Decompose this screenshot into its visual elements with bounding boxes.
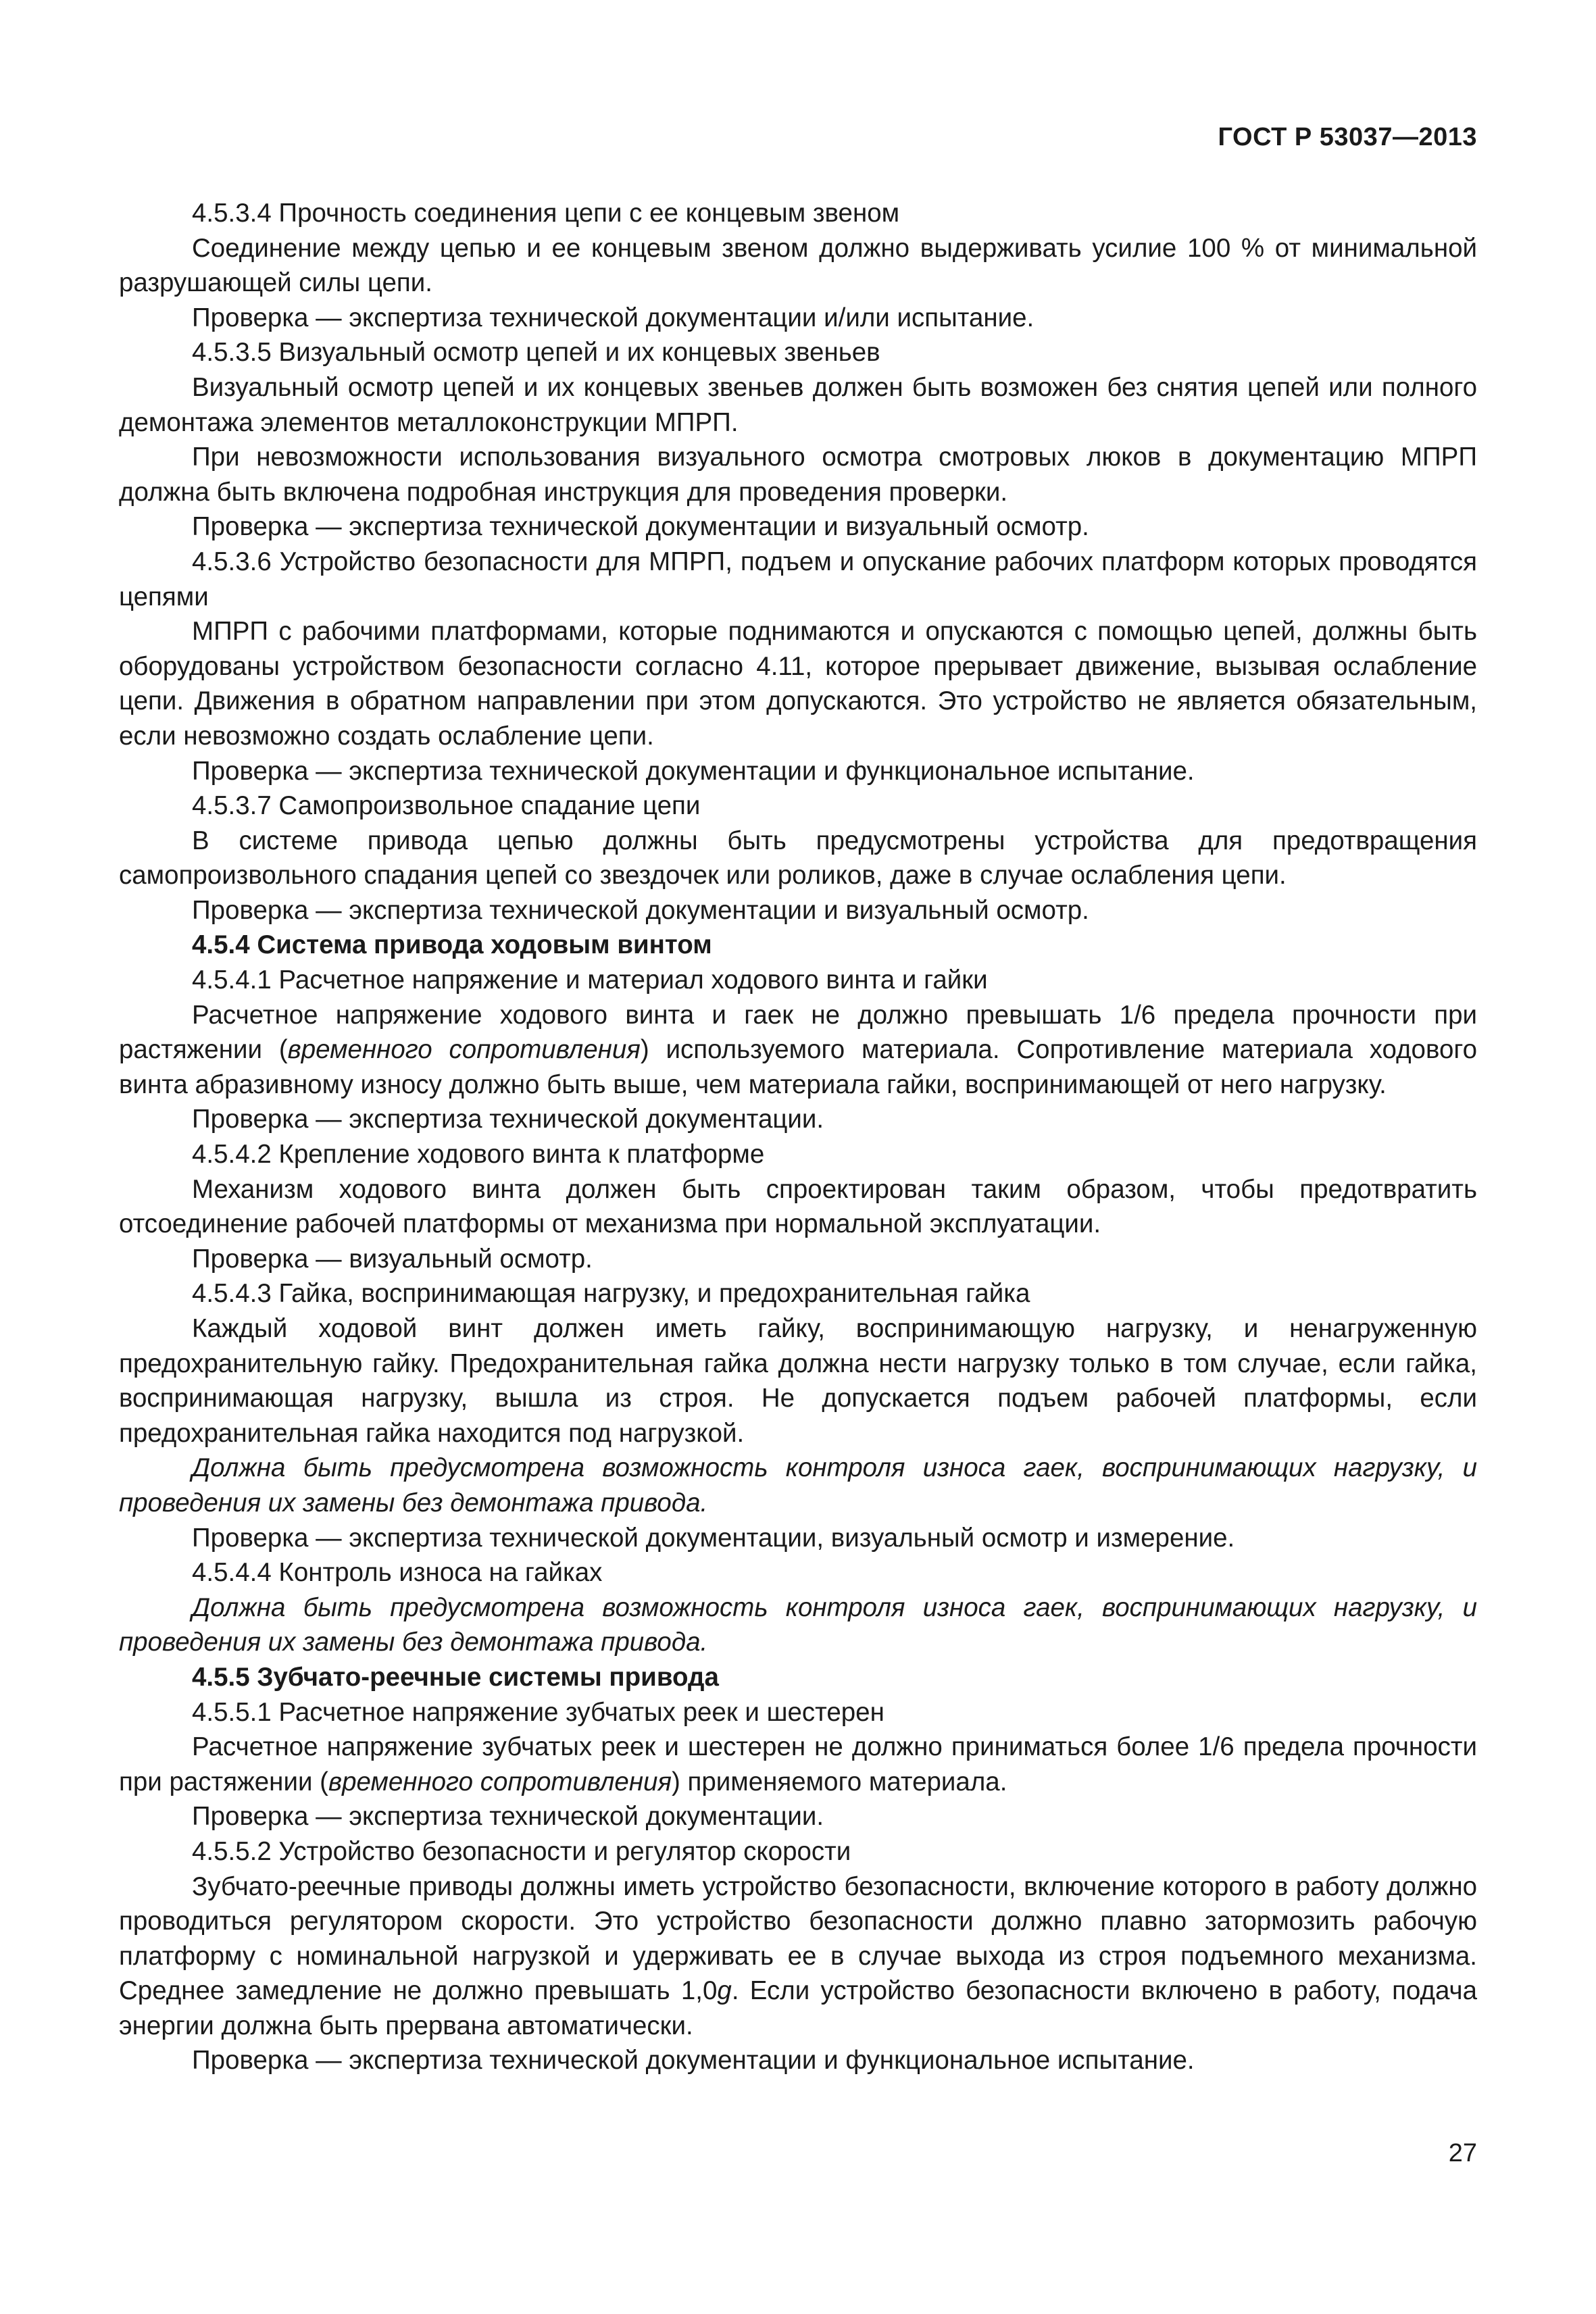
subsection-title: 4.5.4 Система привода ходовым винтом [192,930,712,960]
page-body [119,196,1477,2078]
body-paragraph [119,1730,1477,1799]
body-paragraph [119,1869,1477,2044]
verification-note: Проверка — экспертиза технической документации, визуальный осмотр и измерение. [192,1523,1235,1553]
subsection-title: 4.5.5 Зубчато-реечные системы привода [192,1662,719,1692]
verification-note: Проверка — экспертиза технической документации и функциональное испытание. [192,756,1195,786]
italic-paragraph: Должна быть предусмотрена возможность контроля износа гаек, воспринимающих нагрузку, и проведения их замены без демонтажа привода. [119,1592,1477,1657]
verification-note: Проверка — экспертиза технической документации и/или испытание. [192,303,1034,332]
verification-note: Проверка — экспертиза технической документации и функциональное испытание. [192,2046,1195,2076]
body-paragraph: При невозможности использования визуального осмотра смотровых люков в документацию МПРП должна быть включена подробная инструкция для проведения проверки. [119,443,1477,507]
italic-symbol: g [717,1976,732,2006]
section-heading: 4.5.4.2 Крепление ходового винта к платформе [192,1140,765,1169]
text-part: ) применяемого материала. [672,1767,1007,1796]
body-paragraph: Механизм ходового винта должен быть спроектирован таким образом, чтобы предотвратить отсоединение рабочей платформы от механизма при нормальной эксплуатации. [119,1174,1477,1239]
section-heading: 4.5.3.7 Самопроизвольное спадание цепи [192,791,701,821]
text-part: Зубчато-реечные приводы должны иметь устройство безопасности, включение которого в работу должно проводиться регулятором скорости. Это устройство безопасности должно плавно затормозить рабочую платформу с номинальной нагрузкой и удерживать ее в случае выхода из строя подъемного механизма. Среднее замедление не должно превышать 1,0 [119,1871,1477,2006]
document-id: ГОСТ Р 53037—2013 [1218,123,1477,151]
section-heading: 4.5.5.1 Расчетное напряжение зубчатых реек и шестерен [192,1697,884,1727]
body-paragraph: Соединение между цепью и ее концевым звеном должно выдерживать усилие 100 % от минимальной разрушающей силы цепи. [119,233,1477,298]
verification-note: Проверка — визуальный осмотр. [192,1244,593,1274]
text-part: Расчетное напряжение ходового винта и гаек не должно превышать 1/6 предела прочности при растяжении ( [119,1000,1477,1065]
text-part: ) используемого материала. Сопротивление материала ходового винта абразивному износу должно быть выше, чем материала гайки, воспринимающей от него нагрузку. [119,1035,1477,1099]
italic-paragraph: Должна быть предусмотрена возможность контроля износа гаек, воспринимающих нагрузку, и проведения их замены без демонтажа привода. [119,1453,1477,1517]
body-paragraph: В системе привода цепью должны быть предусмотрены устройства для предотвращения самопроизвольного спадания цепей со звездочек или роликов, даже в случае ослабления цепи. [119,826,1477,890]
section-heading: 4.5.4.3 Гайка, воспринимающая нагрузку, и предохранительная гайка [192,1279,1030,1309]
verification-note: Проверка — экспертиза технической документации. [192,1802,824,1832]
section-heading: 4.5.3.6 Устройство безопасности для МПРП, подъем и опускание рабочих платформ которых проводятся цепями [119,547,1477,611]
body-paragraph: Каждый ходовой винт должен иметь гайку, воспринимающую нагрузку, и ненагруженную предохранительную гайку. Предохранительная гайка должна нести нагрузку только в том случае, если гайка, воспринимающая нагрузку, вышла из строя. Не допускается подъем рабочей платформы, если предохранительная гайка находится под нагрузкой. [119,1314,1477,1448]
text-part: . Если устройство безопасности включено в работу, подача энергии должна быть прервана автоматически. [119,1976,1478,2040]
italic-term: временного сопротивления [287,1035,641,1065]
verification-note: Проверка — экспертиза технической документации и визуальный осмотр. [192,895,1089,925]
section-heading: 4.5.4.4 Контроль износа на гайках [192,1558,603,1588]
text-part: Расчетное напряжение зубчатых реек и шестерен не должно приниматься более 1/6 предела прочности при растяжении ( [119,1732,1477,1796]
verification-note: Проверка — экспертиза технической документации. [192,1105,824,1134]
section-heading: 4.5.4.1 Расчетное напряжение и материал ходового винта и гайки [192,965,988,995]
verification-note: Проверка — экспертиза технической документации и визуальный осмотр. [192,512,1089,542]
body-paragraph: МПРП с рабочими платформами, которые поднимаются и опускаются с помощью цепей, должны быть оборудованы устройством безопасности согласно 4.11, которое прерывает движение, вызывая ослабление цепи. Движения в обратном направлении при этом допускаются. Это устройство не является обязательным, если невозможно создать ослабление цепи. [119,617,1477,751]
section-heading: 4.5.5.2 Устройство безопасности и регулятор скорости [192,1836,851,1866]
document-header [1218,123,1477,152]
section-heading: 4.5.3.4 Прочность соединения цепи с ее концевым звеном [192,199,900,228]
body-paragraph: Визуальный осмотр цепей и их концевых звеньев должен быть возможен без снятия цепей или полного демонтажа элементов металлоконструкции МПРП. [119,372,1477,437]
italic-term: временного сопротивления [328,1767,672,1796]
section-heading: 4.5.3.5 Визуальный осмотр цепей и их концевых звеньев [192,338,880,368]
body-paragraph [119,998,1477,1103]
page-number: 27 [1448,2139,1477,2167]
